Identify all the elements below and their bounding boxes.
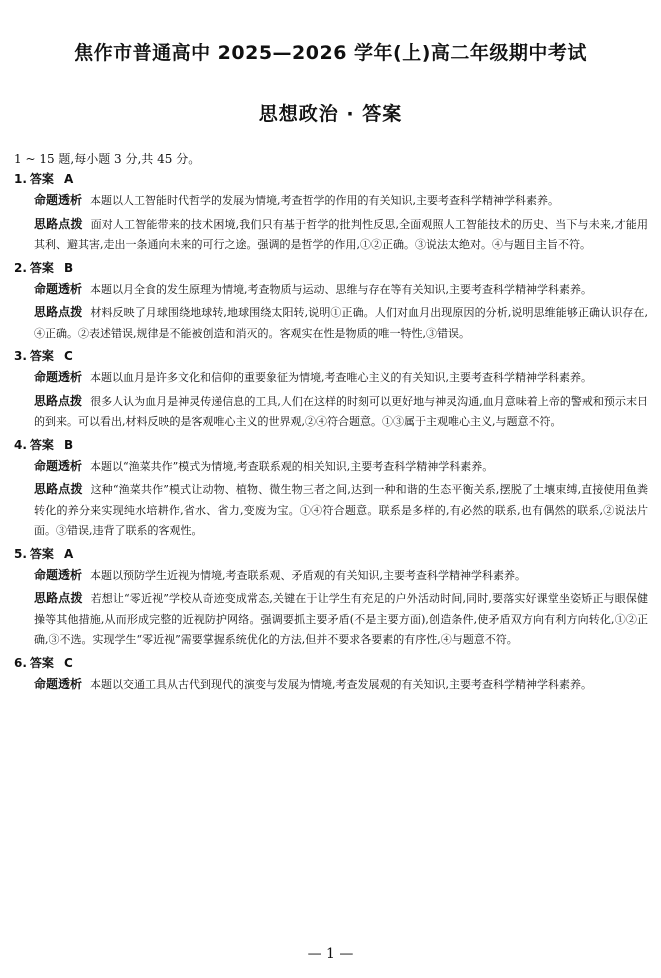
hint-text: 面对人工智能带来的技术困境,我们只有基于哲学的批判性反思,全面观照人工智能技术的历史、当下与未来,才能用其利、避其害,走出一条通向未来的可行之途。强调的是哲学的作用,①②正确。③说法太绝对。④与题目主旨不符。 bbox=[34, 217, 648, 251]
answer-label: 答案 bbox=[29, 546, 54, 561]
question-answer-line bbox=[14, 653, 648, 674]
analysis-paragraph bbox=[14, 367, 648, 389]
analysis-label: 命题透析 bbox=[34, 193, 83, 207]
question-block bbox=[14, 435, 648, 542]
hint-label: 思路点拨 bbox=[34, 393, 83, 408]
hint-text: 若想让“零近视”学校从奇迹变成常态,关键在于让学生有充足的户外活动时间,同时,要落实好课堂坐姿矫正与眼保健操等其他措施,从而形成完整的近视防护网络。强调要抓主要矛盾(不是主要方面),创造条件,使矛盾双方向有利方向转化,①②正确,③不选。实现学生“零近视”需要掌握系统优化的方法,但并不要求各要素的有序性,④与题意不符。 bbox=[34, 592, 648, 646]
question-answer-line bbox=[14, 544, 648, 565]
analysis-text: 本题以“渔菜共作”模式为情境,考查联系观的相关知识,主要考查科学精神学科素养。 bbox=[90, 459, 494, 473]
question-block bbox=[14, 653, 648, 696]
hint-paragraph bbox=[14, 588, 648, 651]
hint-paragraph bbox=[14, 302, 648, 344]
analysis-paragraph bbox=[14, 565, 648, 587]
answer-label: 答案 bbox=[29, 349, 54, 363]
analysis-text: 本题以预防学生近视为情境,考查联系观、矛盾观的有关知识,主要考查科学精神学科素养。 bbox=[90, 568, 527, 582]
question-block bbox=[14, 169, 648, 256]
question-answer-line bbox=[14, 169, 648, 190]
hint-paragraph bbox=[14, 479, 648, 542]
exam-title: 焦作市普通高中 2025—2026 学年(上)高二年级期中考试 bbox=[74, 42, 587, 64]
hint-text: 材料反映了月球围绕地球转,地球围绕太阳转,说明①正确。人们对血月出现原因的分析,说明思维能够正确认识存在,④正确。②表述错误,规律是不能被创造和消灭的。客观实在性是物质的唯一特性,③错误。 bbox=[34, 306, 648, 340]
analysis-text: 本题以人工智能时代哲学的发展为情境,考查哲学的作用的有关知识,主要考查科学精神学科素养。 bbox=[90, 194, 560, 207]
hint-label: 思路点拨 bbox=[34, 591, 83, 605]
hint-label: 思路点拨 bbox=[34, 482, 83, 496]
answer-choice: C bbox=[63, 349, 73, 363]
hint-text: 很多人认为血月是神灵传递信息的工具,人们在这样的时刻可以更好地与神灵沟通,血月意味着上帝的警戒和预示末日的到来。可以看出,材料反映的是客观唯心主义的世界观,②④符合题意。①③属于主观唯心主义,与题意不符。 bbox=[34, 394, 648, 428]
score-instructions: 1 ~ 15 题,每小题 3 分,共 45 分。 bbox=[14, 152, 201, 166]
question-block bbox=[14, 346, 648, 433]
analysis-text: 本题以月全食的发生原理为情境,考查物质与运动、思维与存在等有关知识,主要考查科学精神学科素养。 bbox=[90, 282, 593, 296]
analysis-paragraph bbox=[14, 674, 648, 696]
question-answer-line bbox=[14, 258, 648, 279]
question-number: 5. bbox=[14, 546, 27, 561]
analysis-label: 命题透析 bbox=[34, 281, 83, 296]
hint-paragraph bbox=[14, 391, 648, 433]
question-number: 4. bbox=[14, 437, 27, 452]
answer-choice: B bbox=[63, 260, 74, 275]
question-block bbox=[14, 544, 648, 651]
question-number: 1. bbox=[14, 172, 27, 186]
question-answer-line bbox=[14, 346, 648, 367]
answer-body bbox=[14, 149, 648, 697]
question-number: 6. bbox=[14, 655, 27, 670]
analysis-label: 命题透析 bbox=[34, 567, 83, 582]
answer-label: 答案 bbox=[29, 260, 54, 275]
answer-choice: A bbox=[63, 546, 74, 561]
analysis-paragraph bbox=[14, 456, 648, 478]
analysis-label: 命题透析 bbox=[34, 458, 83, 473]
hint-paragraph bbox=[14, 214, 648, 256]
question-list bbox=[14, 169, 648, 695]
question-answer-line bbox=[14, 435, 648, 456]
answer-choice: C bbox=[63, 655, 73, 670]
question-block bbox=[14, 258, 648, 345]
subject-heading: 思想政治 · 答案 bbox=[258, 103, 403, 125]
analysis-text: 本题以交通工具从古代到现代的演变与发展为情境,考查发展观的有关知识,主要考查科学精神学科素养。 bbox=[90, 677, 593, 691]
answer-label: 答案 bbox=[29, 655, 54, 670]
analysis-text: 本题以血月是许多文化和信仰的重要象征为情境,考查唯心主义的有关知识,主要考查科学精神学科素养。 bbox=[90, 371, 593, 384]
page-number: — 1 — bbox=[307, 946, 354, 962]
hint-label: 思路点拨 bbox=[34, 216, 83, 231]
answer-label: 答案 bbox=[29, 437, 54, 452]
answer-choice: B bbox=[63, 437, 74, 452]
question-number: 3. bbox=[14, 349, 27, 363]
analysis-label: 命题透析 bbox=[34, 676, 83, 691]
hint-text: 这种“渔菜共作”模式让动物、植物、微生物三者之间,达到一种和谐的生态平衡关系,摆脱了土壤束缚,直接使用鱼粪转化的养分来实现纯水培耕作,省水、省力,变废为宝。①④符合题意。联系是多样的,有必然的联系,也有偶然的联系,②说法片面。③错误,违背了联系的客观性。 bbox=[34, 483, 648, 537]
analysis-label: 命题透析 bbox=[34, 370, 83, 384]
answer-label: 答案 bbox=[29, 172, 54, 186]
analysis-paragraph bbox=[14, 279, 648, 301]
analysis-paragraph bbox=[14, 190, 648, 212]
question-number: 2. bbox=[14, 260, 27, 275]
answer-choice: A bbox=[63, 172, 74, 186]
hint-label: 思路点拨 bbox=[34, 305, 83, 319]
